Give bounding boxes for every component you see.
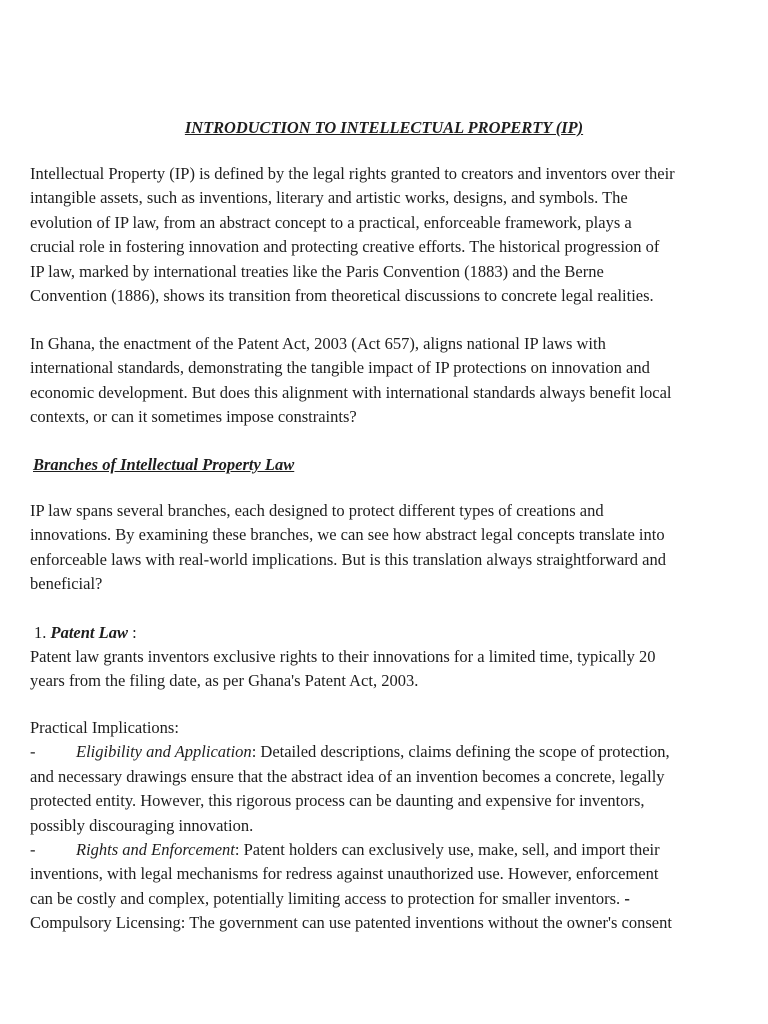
text-line: protected entity. However, this rigorous process can be daunting and expensive for inventors, — [30, 791, 645, 811]
text-line: contexts, or can it sometimes impose constraints? — [30, 407, 357, 427]
text-line: IP law spans several branches, each designed to protect different types of creations and — [30, 501, 604, 520]
bullet-dash: - — [30, 742, 36, 762]
intro-paragraph — [30, 162, 742, 308]
item-number: 1. — [34, 623, 47, 642]
text-line: international standards, demonstrating the tangible impact of IP protections on innovation and — [30, 358, 650, 378]
bullet-dash: - — [30, 840, 36, 860]
item-patent-law-heading — [34, 621, 137, 645]
text-line: innovations. By examining these branches, we can see how abstract legal concepts translate into — [30, 525, 665, 545]
text-line: possibly discouraging innovation. — [30, 815, 254, 835]
text-line: beneficial? — [30, 574, 103, 594]
text-line: crucial role in fostering innovation and protecting creative efforts. The historical progression of — [30, 237, 660, 257]
bullet-eligibility — [30, 740, 742, 764]
document-title: INTRODUCTION TO INTELLECTUAL PROPERTY (IP) — [184, 118, 584, 137]
trailing-dash: - — [620, 888, 630, 908]
eligibility-text: : Detailed descriptions, claims defining the scope of protection, — [251, 742, 670, 762]
text-line — [30, 887, 742, 911]
rights-term: Rights and Enforcement — [76, 840, 235, 860]
text-line: enforceable laws with real-world implications. But is this translation always straightforward and — [30, 549, 666, 569]
branches-heading: Branches of Intellectual Property Law — [33, 455, 295, 474]
practical-implications-section — [30, 716, 742, 936]
rights-text: : Patent holders can exclusively use, make, sell, and import their — [234, 840, 660, 860]
bullet-rights — [30, 838, 742, 862]
text-line: inventions, with legal mechanisms for redress against unauthorized use. However, enforcement — [30, 864, 659, 884]
text-line: evolution of IP law, from an abstract concept to a practical, enforceable framework, plays a — [30, 212, 632, 232]
rights-last-text: can be costly and complex, potentially limiting access to protection for smaller inventors. — [30, 888, 621, 908]
text-line: Patent law grants inventors exclusive rights to their innovations for a limited time, typically 20 — [30, 647, 656, 666]
text-line: and necessary drawings ensure that the abstract idea of an invention becomes a concrete, legally — [30, 766, 665, 786]
patent-law-paragraph — [30, 645, 742, 694]
branches-paragraph — [30, 499, 742, 597]
item-name: Patent Law — [50, 623, 128, 642]
text-line: Convention (1886), shows its transition from theoretical discussions to concrete legal realities. — [30, 286, 654, 306]
eligibility-term: Eligibility and Application — [76, 742, 252, 762]
compulsory-licensing-line: Compulsory Licensing: The government can use patented inventions without the owner's consent — [30, 913, 672, 933]
item-suffix: : — [127, 623, 137, 642]
text-line: IP law, marked by international treaties like the Paris Convention (1883) and the Berne — [30, 261, 604, 281]
text-line: Intellectual Property (IP) is defined by the legal rights granted to creators and inventors over their — [30, 164, 675, 183]
text-line: intangible assets, such as inventions, literary and artistic works, designs, and symbols. The — [30, 188, 628, 208]
text-line: In Ghana, the enactment of the Patent Act, 2003 (Act 657), aligns national IP laws with — [30, 334, 606, 353]
ghana-paragraph — [30, 332, 742, 430]
text-line: economic development. But does this alignment with international standards always benefit local — [30, 382, 672, 402]
text-line: years from the filing date, as per Ghana's Patent Act, 2003. — [30, 671, 419, 691]
practical-heading: Practical Implications: — [30, 718, 179, 737]
